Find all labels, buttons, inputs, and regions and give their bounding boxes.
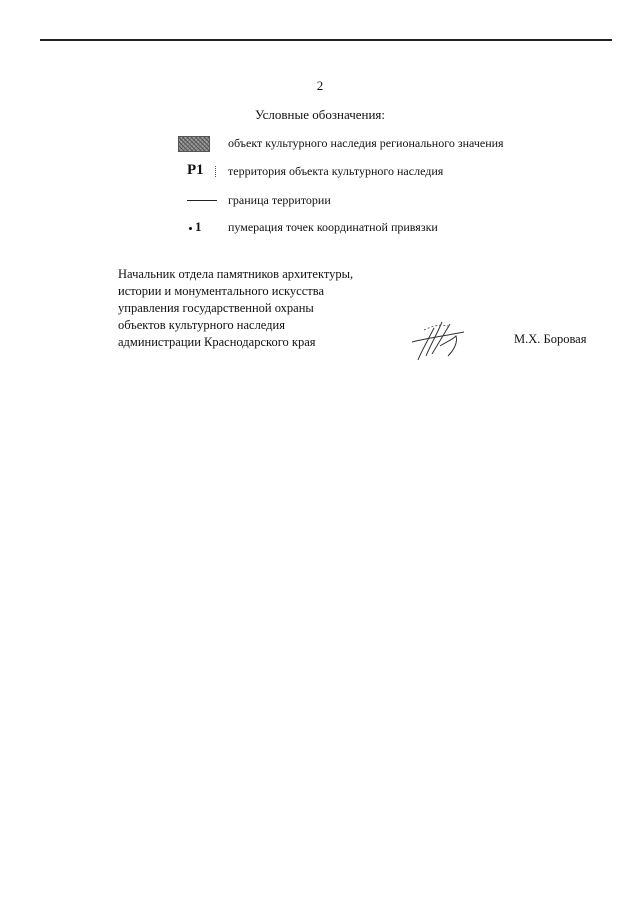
legend-symbol-territory: [165, 162, 223, 182]
territory-code: P1: [187, 162, 204, 178]
signatory-name: М.Х. Боровая: [514, 332, 587, 346]
top-rule: [40, 39, 612, 41]
position-line: Начальник отдела памятников архитектуры,: [118, 267, 354, 281]
signatory-position: [118, 266, 353, 351]
legend-item-territory: [165, 162, 585, 182]
handwritten-signature: [404, 316, 474, 366]
point-dot-icon: [189, 227, 192, 230]
dotted-tick-icon: [215, 166, 217, 177]
position-line: управления государственной охраны: [118, 301, 314, 315]
legend-symbol-point: [165, 218, 223, 238]
legend-item-heritage-object: [165, 134, 585, 154]
legend-label: пумерация точек координатной привязки: [228, 220, 438, 234]
legend-label: граница территории: [228, 193, 331, 207]
legend-symbol-boundary: [165, 191, 223, 211]
point-number: 1: [195, 219, 202, 234]
legend-symbol-heritage-object: [165, 134, 223, 154]
boundary-line-icon: [187, 200, 217, 201]
legend-item-boundary: [165, 191, 585, 211]
hatched-square-icon: [178, 136, 210, 152]
page-number: 2: [316, 78, 324, 93]
legend-label: объект культурного наследия регионального значения: [228, 136, 504, 150]
position-line: администрации Краснодарского края: [118, 335, 316, 349]
legend-label: территория объекта культурного наследия: [228, 164, 444, 178]
legend-title: Условные обозначения:: [254, 107, 386, 122]
position-line: объектов культурного наследия: [118, 318, 285, 332]
position-line: истории и монументального искусства: [118, 284, 325, 298]
legend-item-point-numbering: [165, 218, 585, 238]
